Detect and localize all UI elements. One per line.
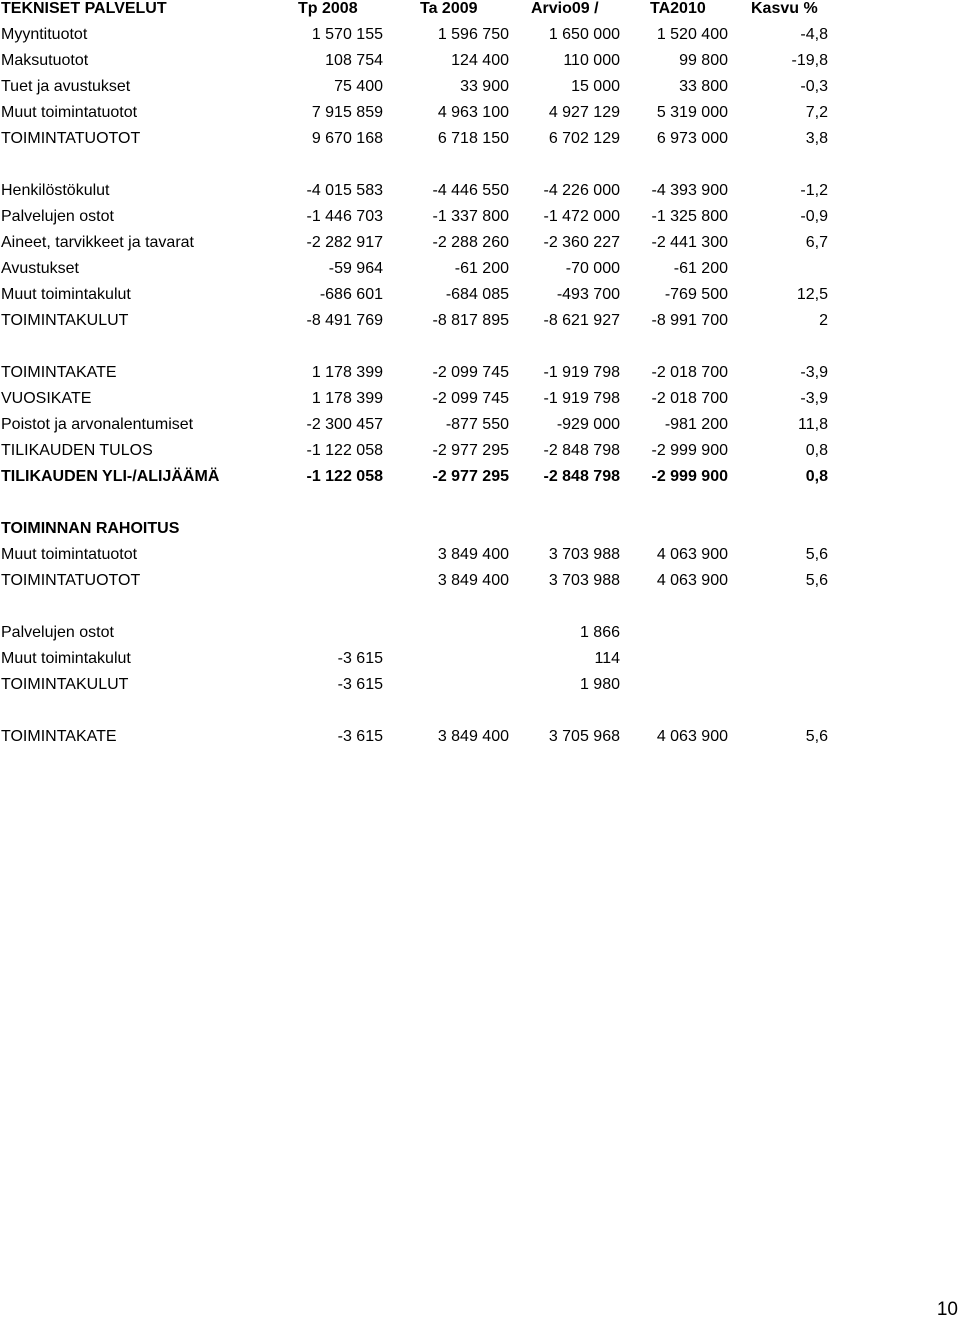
cell-ta2009: -684 085 <box>445 286 509 303</box>
spacer-row <box>0 598 960 624</box>
cell-ta2009: 4 963 100 <box>437 104 509 121</box>
cell-ta2009: -877 550 <box>445 416 509 433</box>
cell-ta2010: 4 063 900 <box>656 728 728 745</box>
cell-tp2008: -2 300 457 <box>306 416 383 433</box>
table-row <box>0 468 960 494</box>
cell-arvio09: 6 702 129 <box>548 130 620 147</box>
cell-kasvu: 5,6 <box>805 728 828 745</box>
table-row <box>0 260 960 286</box>
cell-tp2008: 1 570 155 <box>311 26 383 43</box>
cell-tp2008: -59 964 <box>328 260 383 277</box>
cell-tp2008: -8 491 769 <box>306 312 383 329</box>
cell-arvio09: 3 705 968 <box>548 728 620 745</box>
cell-arvio09: -1 472 000 <box>543 208 620 225</box>
table-row <box>0 624 960 650</box>
spacer-row <box>0 494 960 520</box>
header-ta2009: Ta 2009 <box>420 0 478 17</box>
table-row <box>0 208 960 234</box>
cell-kasvu: -0,9 <box>800 208 828 225</box>
cell-ta2009: 33 900 <box>460 78 509 95</box>
cell-ta2010: -981 200 <box>664 416 728 433</box>
cell-tp2008: -3 615 <box>337 650 383 667</box>
table-row <box>0 364 960 390</box>
row-label: TOIMINTATUOTOT <box>1 572 141 589</box>
cell-tp2008: 1 178 399 <box>311 390 383 407</box>
cell-ta2010: -2 999 900 <box>651 442 728 459</box>
table-row <box>0 676 960 702</box>
row-label: TILIKAUDEN YLI-/ALIJÄÄMÄ <box>1 468 220 485</box>
cell-arvio09: -2 360 227 <box>543 234 620 251</box>
table-row <box>0 546 960 572</box>
cell-kasvu: -19,8 <box>791 52 828 69</box>
cell-kasvu: -4,8 <box>800 26 828 43</box>
cell-kasvu: 5,6 <box>805 572 828 589</box>
cell-tp2008: -2 282 917 <box>306 234 383 251</box>
cell-tp2008: -1 122 058 <box>306 442 383 459</box>
cell-ta2009: -2 099 745 <box>432 364 509 381</box>
cell-arvio09: 1 650 000 <box>548 26 620 43</box>
cell-tp2008: -3 615 <box>337 676 383 693</box>
cell-arvio09: 1 980 <box>579 676 620 693</box>
row-label: Myyntituotot <box>1 26 88 43</box>
cell-ta2010: -2 441 300 <box>651 234 728 251</box>
cell-ta2009: 3 849 400 <box>437 546 509 563</box>
cell-ta2009: -2 977 295 <box>432 468 509 485</box>
cell-kasvu: 0,8 <box>805 442 828 459</box>
cell-ta2010: 4 063 900 <box>656 546 728 563</box>
cell-arvio09: 1 866 <box>579 624 620 641</box>
cell-ta2009: -61 200 <box>454 260 509 277</box>
page-number: 10 <box>936 1299 958 1320</box>
table-row <box>0 182 960 208</box>
cell-tp2008: 7 915 859 <box>311 104 383 121</box>
cell-tp2008: -1 122 058 <box>306 468 383 485</box>
cell-ta2010: 5 319 000 <box>656 104 728 121</box>
cell-kasvu: 6,7 <box>805 234 828 251</box>
header-section-title: TEKNISET PALVELUT <box>1 0 167 17</box>
row-label: Tuet ja avustukset <box>1 78 131 95</box>
row-label: VUOSIKATE <box>1 390 92 407</box>
spacer-row <box>0 156 960 182</box>
cell-arvio09: 4 927 129 <box>548 104 620 121</box>
cell-ta2009: -2 977 295 <box>432 442 509 459</box>
cell-arvio09: -1 919 798 <box>543 390 620 407</box>
cell-ta2009: -2 099 745 <box>432 390 509 407</box>
cell-ta2010: 33 800 <box>679 78 728 95</box>
cell-ta2010: 6 973 000 <box>656 130 728 147</box>
table-row <box>0 572 960 598</box>
table-row <box>0 442 960 468</box>
cell-ta2009: 6 718 150 <box>437 130 509 147</box>
spacer-row <box>0 338 960 364</box>
header-ta2010: TA2010 <box>650 0 706 17</box>
spacer-row <box>0 702 960 728</box>
row-label: TOIMINNAN RAHOITUS <box>1 520 180 537</box>
cell-ta2010: 4 063 900 <box>656 572 728 589</box>
cell-kasvu: 2 <box>819 312 828 329</box>
cell-kasvu: 7,2 <box>805 104 828 121</box>
cell-kasvu: -3,9 <box>800 390 828 407</box>
cell-tp2008: 108 754 <box>325 52 383 69</box>
header-tp2008: Tp 2008 <box>298 0 358 17</box>
cell-ta2010: -4 393 900 <box>651 182 728 199</box>
cell-tp2008: 9 670 168 <box>311 130 383 147</box>
row-label: Palvelujen ostot <box>1 624 114 641</box>
cell-ta2009: -1 337 800 <box>432 208 509 225</box>
row-label: TOIMINTAKATE <box>1 728 117 745</box>
cell-ta2010: -769 500 <box>664 286 728 303</box>
row-label: Aineet, tarvikkeet ja tavarat <box>1 234 194 251</box>
cell-ta2009: 3 849 400 <box>437 728 509 745</box>
cell-ta2009: 1 596 750 <box>437 26 509 43</box>
cell-ta2010: -2 999 900 <box>651 468 728 485</box>
row-label: TOIMINTAKULUT <box>1 312 129 329</box>
row-label: TOIMINTAKULUT <box>1 676 129 693</box>
cell-tp2008: 75 400 <box>334 78 383 95</box>
table-row <box>0 520 960 546</box>
cell-arvio09: -8 621 927 <box>543 312 620 329</box>
table-row <box>0 26 960 52</box>
row-label: Muut toimintakulut <box>1 286 131 303</box>
cell-kasvu: -0,3 <box>800 78 828 95</box>
cell-ta2009: -2 288 260 <box>432 234 509 251</box>
cell-tp2008: 1 178 399 <box>311 364 383 381</box>
table-row <box>0 130 960 156</box>
cell-tp2008: -686 601 <box>319 286 383 303</box>
cell-arvio09: -4 226 000 <box>543 182 620 199</box>
cell-kasvu: 11,8 <box>798 416 828 433</box>
cell-kasvu: 0,8 <box>805 468 828 485</box>
cell-arvio09: 110 000 <box>563 52 620 69</box>
table-row <box>0 416 960 442</box>
row-label: Poistot ja arvonalentumiset <box>1 416 194 433</box>
table-row <box>0 234 960 260</box>
cell-arvio09: 3 703 988 <box>548 546 620 563</box>
cell-kasvu: 3,8 <box>805 130 828 147</box>
cell-ta2009: 3 849 400 <box>437 572 509 589</box>
table-header-row <box>0 0 960 26</box>
cell-arvio09: 3 703 988 <box>548 572 620 589</box>
row-label: Muut toimintatuotot <box>1 546 138 563</box>
cell-ta2010: -61 200 <box>673 260 728 277</box>
cell-arvio09: -2 848 798 <box>543 442 620 459</box>
cell-ta2009: -8 817 895 <box>432 312 509 329</box>
table-row <box>0 390 960 416</box>
cell-arvio09: -493 700 <box>556 286 620 303</box>
cell-kasvu: 12,5 <box>796 286 828 303</box>
row-label: TOIMINTAKATE <box>1 364 117 381</box>
cell-ta2010: -2 018 700 <box>651 364 728 381</box>
cell-arvio09: 15 000 <box>571 78 620 95</box>
table-body <box>0 26 960 754</box>
table-row <box>0 78 960 104</box>
cell-ta2009: -4 446 550 <box>432 182 509 199</box>
cell-kasvu: -3,9 <box>800 364 828 381</box>
table-row <box>0 52 960 78</box>
cell-ta2009: 124 400 <box>451 52 509 69</box>
header-kasvu: Kasvu % <box>751 0 818 17</box>
cell-arvio09: -70 000 <box>565 260 620 277</box>
row-label: Muut toimintatuotot <box>1 104 138 121</box>
table-row <box>0 286 960 312</box>
cell-arvio09: 114 <box>594 650 620 667</box>
row-label: TOIMINTATUOTOT <box>1 130 141 147</box>
cell-ta2010: 99 800 <box>679 52 728 69</box>
cell-ta2010: 1 520 400 <box>656 26 728 43</box>
row-label: Muut toimintakulut <box>1 650 131 667</box>
row-label: Avustukset <box>1 260 79 277</box>
table-row <box>0 728 960 754</box>
cell-arvio09: -1 919 798 <box>543 364 620 381</box>
row-label: Palvelujen ostot <box>1 208 114 225</box>
cell-ta2010: -2 018 700 <box>651 390 728 407</box>
table-row <box>0 312 960 338</box>
header-arvio09: Arvio09 / <box>531 0 599 17</box>
cell-arvio09: -2 848 798 <box>543 468 620 485</box>
cell-ta2010: -1 325 800 <box>651 208 728 225</box>
row-label: TILIKAUDEN TULOS <box>1 442 153 459</box>
cell-ta2010: -8 991 700 <box>651 312 728 329</box>
cell-kasvu: 5,6 <box>805 546 828 563</box>
cell-tp2008: -4 015 583 <box>306 182 383 199</box>
cell-tp2008: -3 615 <box>337 728 383 745</box>
cell-arvio09: -929 000 <box>556 416 620 433</box>
cell-tp2008: -1 446 703 <box>306 208 383 225</box>
row-label: Henkilöstökulut <box>1 182 110 199</box>
table-row <box>0 104 960 130</box>
cell-kasvu: -1,2 <box>800 182 828 199</box>
row-label: Maksutuotot <box>1 52 89 69</box>
table-row <box>0 650 960 676</box>
